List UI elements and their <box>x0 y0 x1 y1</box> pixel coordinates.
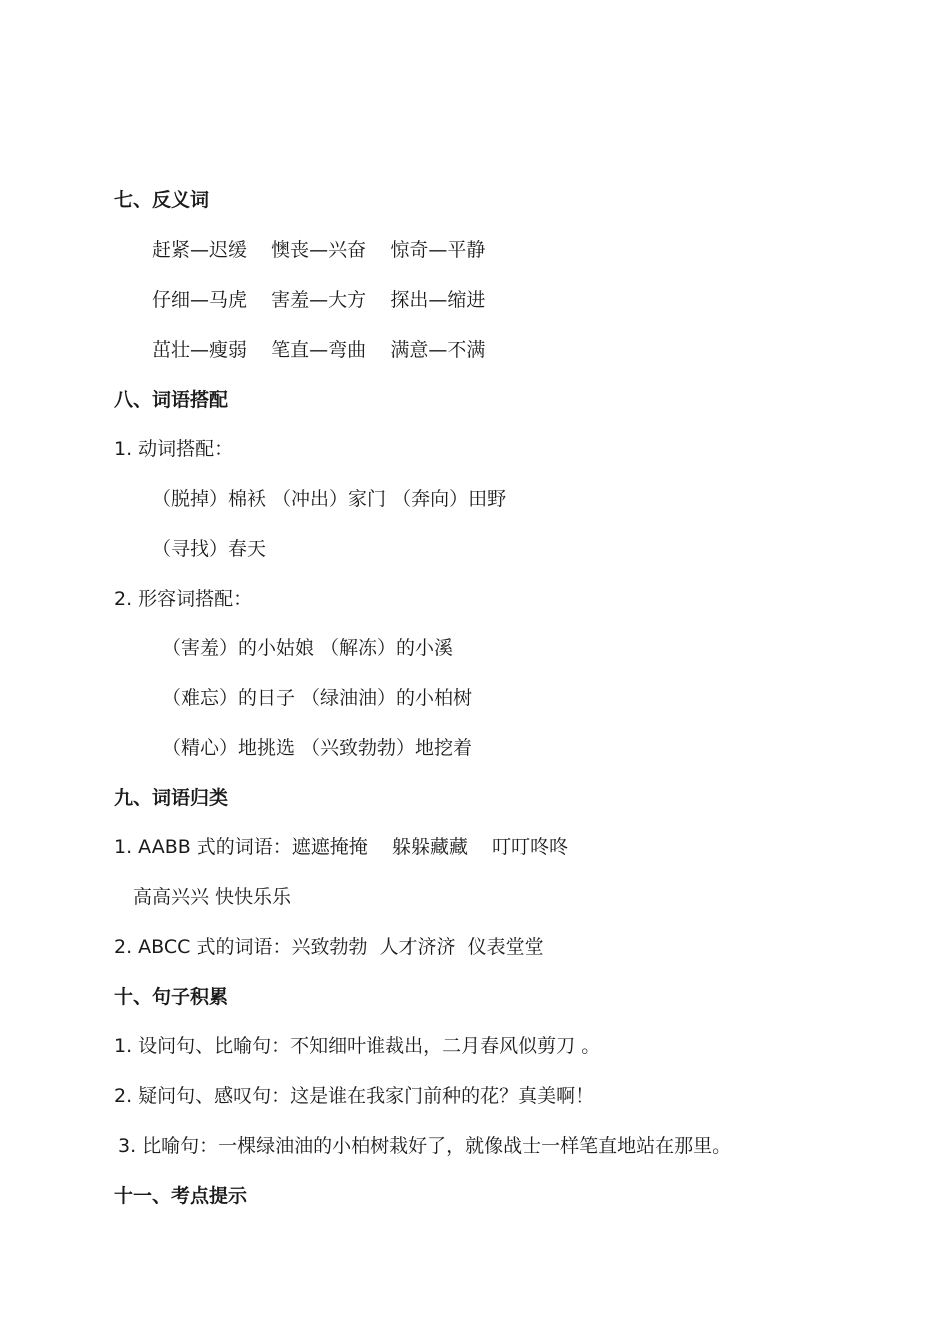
antonym-line-3: 茁壮—瘦弱 笔直—弯曲 满意—不满 <box>152 339 486 361</box>
adjective-collocation-line-1: （害羞）的小姑娘 （解冻）的小溪 <box>162 637 454 659</box>
sentence-line-2: 2. 疑问句、感叹句：这是谁在我家门前种的花？真美啊！ <box>114 1085 595 1107</box>
sentence-line-1: 1. 设问句、比喻句：不知细叶谁裁出，二月春风似剪刀 。 <box>114 1035 601 1057</box>
section-9-heading: 九、词语归类 <box>114 787 229 809</box>
adjective-collocation-title: 2. 形容词搭配： <box>114 588 253 610</box>
verb-collocation-line-1: （脱掉）棉袄 （冲出）家门 （奔向）田野 <box>152 488 507 510</box>
section-11-heading: 十一、考点提示 <box>114 1185 248 1207</box>
sentence-line-3: 3. 比喻句：一棵绿油油的小柏树栽好了，就像战士一样笔直地站在那里。 <box>118 1135 732 1157</box>
verb-collocation-title: 1. 动词搭配： <box>114 438 234 460</box>
adjective-collocation-line-2: （难忘）的日子 （绿油油）的小柏树 <box>162 687 473 709</box>
adjective-collocation-line-3: （精心）地挑选 （兴致勃勃）地挖着 <box>162 737 473 759</box>
section-8-heading: 八、词语搭配 <box>114 389 229 411</box>
aabb-words-line: 1. AABB 式的词语：遮遮掩掩 躲躲藏藏 叮叮咚咚 <box>114 836 569 858</box>
section-10-heading: 十、句子积累 <box>114 986 229 1008</box>
verb-collocation-line-2: （寻找）春天 <box>152 538 267 560</box>
section-7-heading: 七、反义词 <box>114 189 210 211</box>
aabb-words-continuation: 高高兴兴 快快乐乐 <box>133 886 292 908</box>
abcc-words-line: 2. ABCC 式的词语：兴致勃勃 人才济济 仪表堂堂 <box>114 936 544 958</box>
antonym-line-1: 赶紧—迟缓 懊丧—兴奋 惊奇—平静 <box>152 239 486 261</box>
antonym-line-2: 仔细—马虎 害羞—大方 探出—缩进 <box>152 289 486 311</box>
